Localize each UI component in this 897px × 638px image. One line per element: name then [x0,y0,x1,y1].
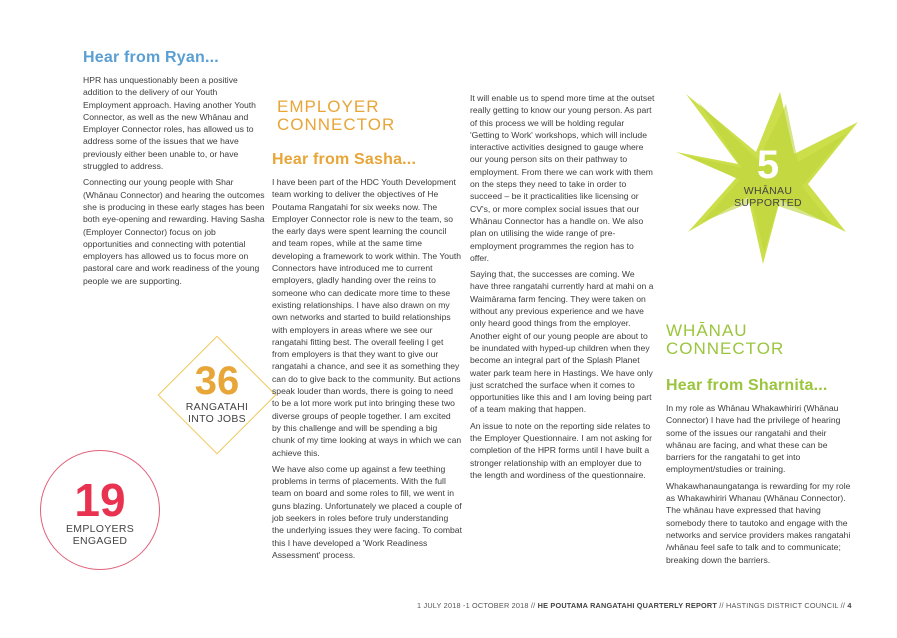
whanau-label-1: WHĀNAU [743,185,793,197]
whanau-connector-title [666,322,784,358]
sharnita-paragraph: In my role as Whānau Whakawhiriri (Whānau Connector) I have had the privilege of hearing some of the issues our rangatahi and their whānau are facing, and what these can be barriers for the rangatahi to get into employment/studies or training. [666,403,841,475]
employers-stat [40,450,160,570]
whanau-title-line-2: CONNECTOR [666,339,785,358]
whanau-label-2: SUPPORTED [734,197,802,209]
sasha-paragraph: It will enable us to spend more time at the outset really getting to know our young person. As part of this process we will be holding regular 'Getting to Work' workshops, which will include interactive activities designed to gauge where our young person sits on their pathway to employment. From there we can work with them on the steps they need to take in order to succeed – be it practicalities like licensing or CV's, or more complex social issues that our Whānau Connector has a handle on. We also plan on utilising the wide range of pre-employment programmes the region has to offer. [470,93,655,263]
footer-dates: 1 JULY 2018 -1 OCTOBER 2018 [417,601,529,610]
rangatahi-label-2: INTO JOBS [188,413,246,425]
sharnita-heading: Hear from Sharnita... [666,377,828,394]
sharnita-column [666,376,856,570]
footer-council: HASTINGS DISTRICT COUNCIL [725,601,839,610]
employers-number: 19 [74,474,126,526]
page-number: 4 [847,601,852,610]
sasha-column [272,150,462,565]
employer-connector-title [277,98,395,134]
employer-title-line-1: EMPLOYER [277,97,380,116]
sasha-paragraph: An issue to note on the reporting side relates to the Employer Questionnaire. I am not asking for completion of the HPR forms until I have built a stronger relationship with an employer due to the length and wordiness of the questionnaire. [470,420,652,480]
employers-label-1: EMPLOYERS [65,523,135,535]
ryan-column [83,48,265,291]
page-footer [417,601,852,610]
footer-report-title: HE POUTAMA RANGATAHI QUARTERLY REPORT [537,601,718,610]
sasha-continued-column [470,92,655,485]
rangatahi-label-1: RANGATAHI [185,401,249,413]
sasha-heading: Hear from Sasha... [272,151,417,168]
employers-label-2: ENGAGED [72,535,128,547]
sasha-paragraph: We have also come up against a few teething problems in terms of placements. With the full team on board and some roles to fill, we went in guns blazing. Unfortunately we placed a couple of job seekers in roles before truly understanding the underlying issues they were facing. To combat this I have developed a 'Work Readiness Assessment' process. [272,463,462,560]
rangatahi-stat [157,335,277,455]
whanau-number: 5 [756,143,780,187]
employer-title-line-2: CONNECTOR [277,115,396,134]
rangatahi-number: 36 [194,359,240,403]
footer-separator: // [530,601,536,610]
whanau-title-line-1: WHĀNAU [666,321,748,340]
whanau-stat [718,145,818,209]
footer-separator: // [840,601,846,610]
sasha-paragraph: Saying that, the successes are coming. We have three rangatahi currently hard at mahi on a Waimārama farm fencing. They were taken on without any previous experience and we have only heard good things from the employer. Another eight of our young people are about to be inundated with hyped-up children when they become an integral part of the Splash Planet water park team here in Hastings. We have only just scratched the surface when it comes to opportunities like this and I am loving being part of a team making that happen. [470,269,654,415]
ryan-heading: Hear from Ryan... [83,49,219,66]
ryan-paragraph: Connecting our young people with Shar (Whānau Connector) and hearing the outcomes she is producing in these early stages has been both eye-opening and rewarding. Having Sasha (Employer Connector) focus on job opportunities and connecting with potential employers has allowed us to focus more on pastoral care and work readiness of the young people we are supporting. [83,177,265,286]
footer-separator: // [719,601,724,610]
sharnita-paragraph: Whakawhanaungatanga is rewarding for my role as Whakawhiriri Whanau (Whānau Connector). The whānau have expressed that having somebody there to tautoko and engage with the networks and service providers makes rangatahi /whānau feel safe to talk and to communicate; breaking down the barriers. [666,480,851,565]
ryan-paragraph: HPR has unquestionably been a positive addition to the delivery of our Youth Employment approach. Having another Youth Connector, as well as the new Whānau and Employer Connector roles, has allowed us to address some of the issues that we have previously either been unable to, or have struggled to address. [83,75,256,172]
sasha-paragraph: I have been part of the HDC Youth Development team working to deliver the objectives of He Poutama Rangatahi for six weeks now. The Employer Connector role is new to the team, so the early days were spent learning the council and team ropes, while at the same time developing a framework to work within. The Youth Connectors have introduced me to current employers, gladly handing over the reins to someone who can dedicate more time to these existing relationships. I have also drawn on my own networks and started to build relationships with employers in areas where we see our rangatahi fitting best. The overall feeling I get from employers is that they want to give our rangatahi a chance, and see it as something they can do to give back to the community. But actions speak louder than words, there is going to need to be a lot more work put into bringing these two diverse groups of people together. I am excited by this challenge and will be spending a big chunk of my time looking at ways in which we can achieve this. [272,177,462,458]
